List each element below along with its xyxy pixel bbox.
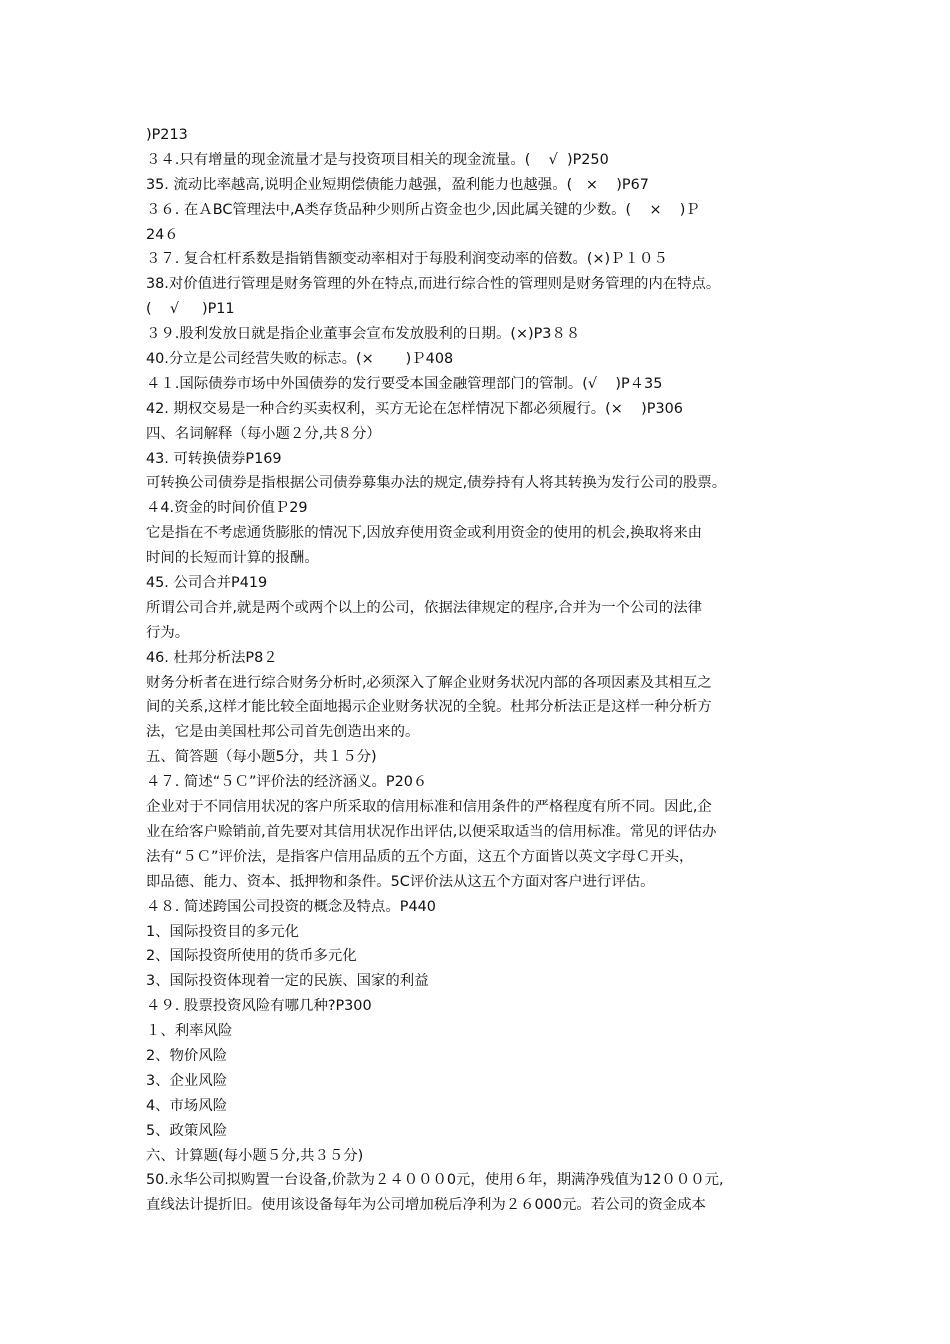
- list-item: 2、物价风险: [146, 1047, 228, 1064]
- answer-text: 间的关系,这样才能比较全面地揭示企业财务状况的全貌。杜邦分析法正是这样一种分析方: [146, 699, 712, 716]
- question-text: 直线法计提折旧。使用该设备每年为公司增加税后净利为２６000元。若公司的资金成本: [146, 1197, 706, 1214]
- list-item: 3、国际投资体现着一定的民族、国家的利益: [146, 973, 429, 990]
- section-heading: 五、简答题（每小题5分，共１５分): [146, 749, 377, 766]
- question-46: 46. 杜邦分析法P8２: [146, 649, 278, 666]
- list-item: 1、国际投资目的多元化: [146, 923, 300, 940]
- question-49: ４９. 股票投资风险有哪几种?P300: [146, 998, 372, 1015]
- question-39: ３９.股利发放日就是指企业董事会宣布发放股利的日期。(×)P3８８: [146, 326, 581, 343]
- question-50: 50.永华公司拟购置一台设备,价款为２４０００0元，使用６年，期满净残值为12０００元,: [146, 1172, 724, 1189]
- question-40: 40.分立是公司经营失败的标志。(× )Ｐ408: [146, 351, 454, 368]
- section-heading: 四、名词解释（每小题２分,共８分）: [146, 425, 381, 442]
- question-34: ３４.只有增量的现金流量才是与投资项目相关的现金流量。( √ )P250: [146, 151, 609, 168]
- question-48: ４８. 简述跨国公司投资的概念及特点。P440: [146, 898, 436, 915]
- question-42: 42. 期权交易是一种合约买卖权利，买方无论在怎样情况下都必须履行。(× )P306: [146, 400, 683, 417]
- answer-text: 它是指在不考虑通货膨胀的情况下,因放弃使用资金或利用资金的使用的机会,换取将来由: [146, 525, 702, 542]
- question-43: 43. 可转换债券P169: [146, 450, 282, 467]
- answer-text: 业在给客户赊销前,首先要对其信用状况作出评估,以便采取适当的信用标准。常见的评估办: [146, 823, 717, 840]
- answer-text: 即品德、能力、资本、抵押物和条件。5C评价法从这五个方面对客户进行评估。: [146, 873, 655, 890]
- list-item: １、利率风险: [146, 1023, 233, 1040]
- answer-text: 法有“５Ｃ”评价法，是指客户信用品质的五个方面，这五个方面皆以英文字母Ｃ开头，: [146, 848, 694, 865]
- question-41: ４１.国际债券市场中外国债券的发行要受本国金融管理部门的管制。(√ )P４35: [146, 375, 663, 392]
- answer-text: 法，它是由美国杜邦公司首先创造出来的。: [146, 724, 420, 741]
- question-38: 38.对价值进行管理是财务管理的外在特点,而进行综合性的管理则是财务管理的内在特点。: [146, 276, 721, 293]
- answer-text: 时间的长短而计算的报酬。: [146, 550, 319, 567]
- list-item: 4、市场风险: [146, 1097, 228, 1114]
- text-line: 24６: [146, 226, 179, 243]
- answer-text: 行为。: [146, 624, 190, 641]
- question-45: 45. 公司合并P419: [146, 575, 268, 592]
- list-item: 5、政策风险: [146, 1122, 228, 1139]
- answer-text: 可转换公司债券是指根据公司债券募集办法的规定,债券持有人将其转换为发行公司的股票。: [146, 475, 727, 492]
- section-heading: 六、计算题(每小题５分,共３５分): [146, 1147, 364, 1164]
- list-item: 3、企业风险: [146, 1072, 228, 1089]
- text-line: ( √ )P11: [146, 301, 235, 318]
- answer-text: 所谓公司合并,就是两个或两个以上的公司，依据法律规定的程序,合并为一个公司的法律: [146, 599, 702, 616]
- question-47: ４７. 简述“５Ｃ”评价法的经济涵义。P20６: [146, 774, 428, 791]
- list-item: 2、国际投资所使用的货币多元化: [146, 948, 357, 965]
- answer-text: 财务分析者在进行综合财务分析时,必须深入了解企业财务状况内部的各项因素及其相互之: [146, 674, 712, 691]
- question-44: ４4.资金的时间价值Ｐ29: [146, 500, 308, 517]
- question-37: ３７. 复合杠杆系数是指销售额变动率相对于每股利润变动率的倍数。(×)Ｐ１０５: [146, 251, 668, 268]
- document-body: [146, 123, 826, 1218]
- text-line: )P213: [146, 127, 188, 143]
- answer-text: 企业对于不同信用状况的客户所采取的信用标准和信用条件的严格程度有所不同。因此,企: [146, 799, 712, 816]
- question-35: 35. 流动比率越高,说明企业短期偿债能力越强，盈利能力也越强。( × )P67: [146, 176, 649, 193]
- question-36: ３６. 在ＡBC管理法中,A类存货品种少则所占资金也少,因此属关键的少数。( × )Ｐ: [146, 201, 700, 218]
